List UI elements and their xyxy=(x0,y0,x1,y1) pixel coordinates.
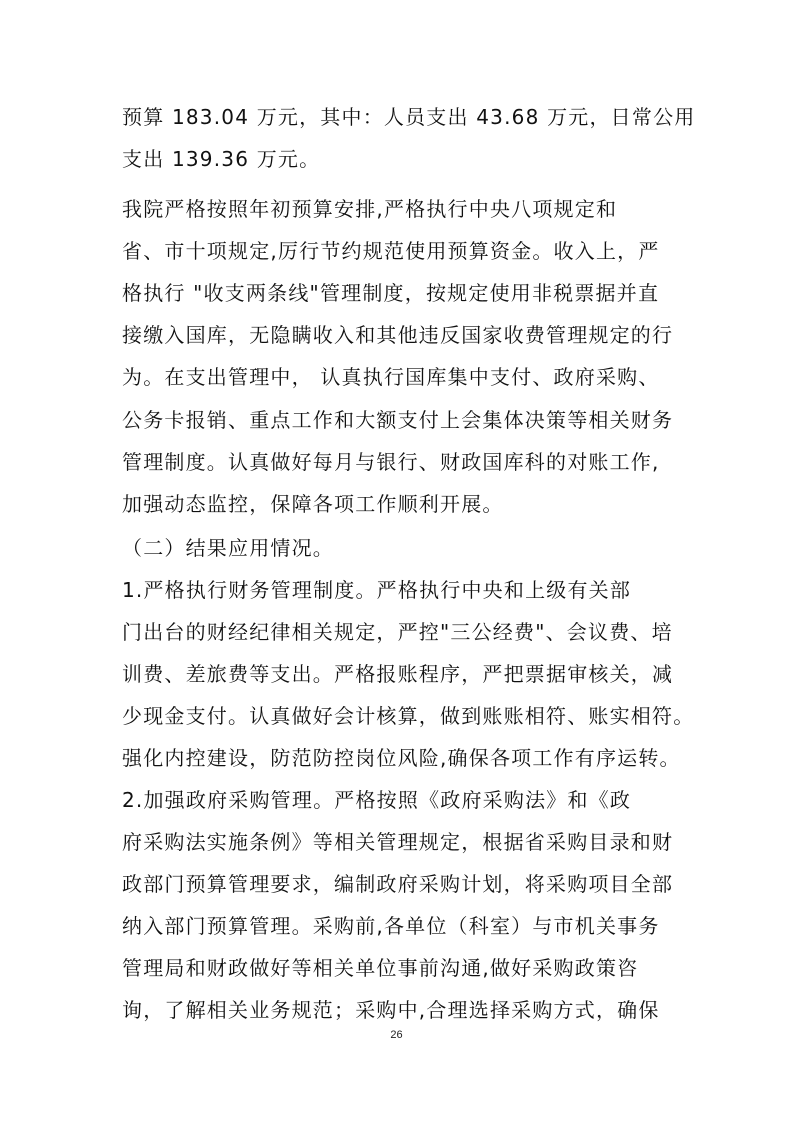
body-text-line: 询，了解相关业务规范；采购中,合理选择采购方式，确保 xyxy=(122,998,660,1022)
body-text-line: 省、市十项规定,厉行节约规范使用预算资金。收入上，严 xyxy=(122,239,660,263)
body-text-line: 1.严格执行财务管理制度。严格执行中央和上级有关部 xyxy=(122,578,632,602)
section-heading: （二）结果应用情况。 xyxy=(122,536,334,560)
page-number: 26 xyxy=(390,1029,403,1041)
body-text-line: 支出 139.36 万元。 xyxy=(122,147,321,171)
body-text-line: 公务卡报销、重点工作和大额支付上会集体决策等相关财务 xyxy=(122,408,674,432)
body-text-line: 强化内控建设，防范防控岗位风险,确保各项工作有序运转。 xyxy=(122,746,681,770)
body-text-line: 格执行 "收支两条线"管理制度，按规定使用非税票据并直 xyxy=(122,281,660,305)
body-text-line: 预算 183.04 万元，其中：人员支出 43.68 万元，日常公用 xyxy=(122,105,696,129)
body-text-line: 加强动态监控，保障各项工作顺利开展。 xyxy=(122,492,504,516)
body-text-line: 训费、差旅费等支出。严格报账程序，严把票据审核关，减 xyxy=(122,662,674,686)
body-text-line: 管理制度。认真做好每月与银行、财政国库科的对账工作, xyxy=(122,450,660,474)
body-text-line: 府采购法实施条例》等相关管理规定，根据省采购目录和财 xyxy=(122,830,674,854)
body-text-line: 我院严格按照年初预算安排,严格执行中央八项规定和 xyxy=(122,197,618,221)
body-text-line: 纳入部门预算管理。采购前,各单位（科室）与市机关事务 xyxy=(122,914,660,938)
body-text-line: 政部门预算管理要求，编制政府采购计划，将采购项目全部 xyxy=(122,872,674,896)
body-text-line: 管理局和财政做好等相关单位事前沟通,做好采购政策咨 xyxy=(122,956,639,980)
body-text-line: 接缴入国库，无隐瞒收入和其他违反国家收费管理规定的行 xyxy=(122,323,674,347)
body-text-line: 为。在支出管理中， 认真执行国库集中支付、政府采购、 xyxy=(122,365,660,389)
body-text-line: 门出台的财经纪律相关规定，严控"三公经费"、会议费、培 xyxy=(122,620,673,644)
body-text-line: 2.加强政府采购管理。严格按照《政府采购法》和《政 xyxy=(122,788,632,812)
body-text-line: 少现金支付。认真做好会计核算，做到账账相符、账实相符。 xyxy=(122,704,695,728)
